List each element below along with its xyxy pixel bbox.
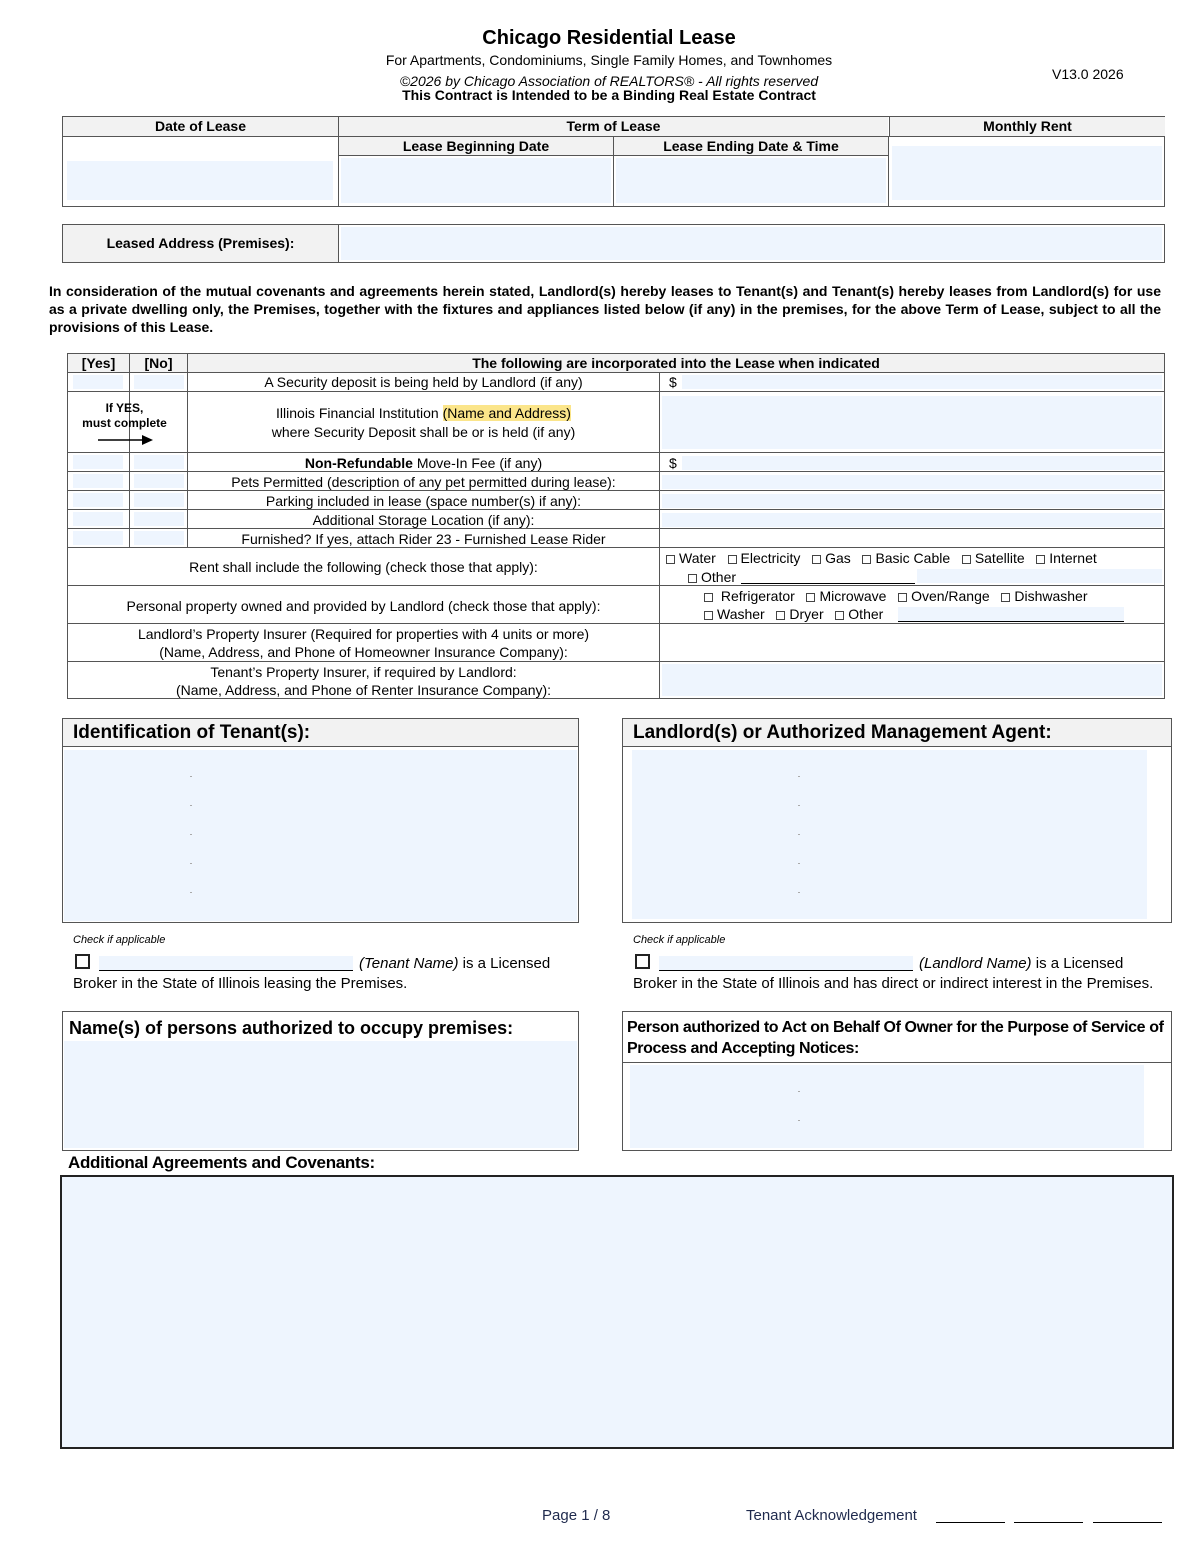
checkbox-icon	[862, 555, 871, 564]
rent-include-label: Rent shall include the following (check those that apply):	[189, 559, 538, 575]
ending-date-field[interactable]	[616, 158, 886, 203]
binding-notice: This Contract is Intended to be a Binding Real Estate Contract	[402, 87, 816, 103]
checkbox-icon	[962, 555, 971, 564]
checkbox-icon	[776, 611, 785, 620]
additional-title: Additional Agreements and Covenants:	[68, 1153, 375, 1172]
parking-label: Parking included in lease (space number(s) if any):	[265, 493, 582, 509]
checkbox-icon	[806, 593, 815, 602]
service-field[interactable]	[630, 1065, 1144, 1148]
tenant-insurer-label-2: (Name, Address, and Phone of Renter Insurance Company):	[175, 682, 552, 698]
security-yes-field[interactable]	[73, 375, 123, 389]
landlord-box-title: Landlord(s) or Authorized Management Agent:	[623, 719, 1171, 747]
document-title: Chicago Residential Lease	[482, 27, 736, 49]
nonref-no-field[interactable]	[134, 455, 184, 469]
institution-label	[188, 405, 659, 421]
pets-no-field[interactable]	[134, 474, 184, 488]
service-title-line-1: Person authorized to Act on Behalf Of Owner for the Purpose of Service of	[627, 1019, 1164, 1036]
tenant-broker-name-field[interactable]	[99, 956, 353, 971]
tenant-insurer-field[interactable]	[662, 664, 1162, 696]
must-complete-label: must complete	[82, 416, 167, 430]
term-of-lease-header: Term of Lease	[339, 117, 888, 137]
acknowledgement-initial-3[interactable]	[1093, 1522, 1162, 1523]
pets-yes-field[interactable]	[73, 474, 123, 488]
furnished-label: Furnished? If yes, attach Rider 23 - Furnished Lease Rider	[241, 531, 606, 547]
appliance-other-field[interactable]	[898, 607, 1124, 622]
nonref-rest: Move-In Fee (if any)	[416, 455, 543, 471]
intro-paragraph: In consideration of the mutual covenants and agreements herein stated, Landlord(s) hereby leases to Tenant(s) and Tenant(s) hereby leases from Landlord(s) for use as a private dwelling only, the Premises, together with the fixtures and appliances listed below (if any) in the premises, for the above Term of Lease, subject to all the provisions of this Lease.	[49, 283, 1161, 335]
page-number: Page 1 / 8	[542, 1507, 611, 1524]
service-title-line-2: Process and Accepting Notices:	[627, 1040, 859, 1057]
no-header: [No]	[130, 354, 187, 372]
parking-yes-field[interactable]	[73, 493, 123, 507]
landlord-broker-checkbox[interactable]	[635, 954, 650, 969]
tenant-box-title: Identification of Tenant(s):	[63, 719, 578, 747]
utility-other-field[interactable]	[917, 569, 1162, 583]
copyright-notice: ©2026 by Chicago Association of REALTORS® - All rights reserved	[399, 73, 819, 89]
appliance-dishwasher[interactable]: Dishwasher	[1001, 588, 1087, 604]
utility-satellite[interactable]: Satellite	[962, 550, 1025, 566]
institution-text: Illinois Financial Institution	[276, 405, 439, 421]
tenant-acknowledgement-label: Tenant Acknowledgement	[746, 1507, 917, 1524]
appliance-oven-range[interactable]: Oven/Range	[898, 588, 990, 604]
tenant-broker-line: Broker in the State of Illinois leasing the Premises.	[73, 975, 408, 992]
storage-no-field[interactable]	[134, 512, 184, 526]
checkbox-icon	[688, 574, 697, 583]
appliance-microwave[interactable]: Microwave	[806, 588, 886, 604]
parking-no-field[interactable]	[134, 493, 184, 507]
appliance-dryer[interactable]: Dryer	[776, 606, 823, 622]
checkbox-icon	[898, 593, 907, 602]
checkbox-icon	[835, 611, 844, 620]
if-yes-label: If YES,	[105, 401, 144, 415]
checkbox-icon	[728, 555, 737, 564]
occupants-title: Name(s) of persons authorized to occupy premises:	[69, 1018, 514, 1038]
appliances-row-2	[704, 606, 883, 622]
utility-gas[interactable]: Gas	[812, 550, 851, 566]
utility-basic-cable[interactable]: Basic Cable	[862, 550, 950, 566]
security-amount-field[interactable]	[682, 375, 1162, 389]
utility-water[interactable]: Water	[666, 550, 716, 566]
tenant-insurer-label-1: Tenant’s Property Insurer, if required by Landlord:	[210, 664, 517, 680]
institution-label-2: where Security Deposit shall be or is held (if any)	[271, 424, 576, 440]
appliance-washer[interactable]: Washer	[704, 606, 765, 622]
yes-header: [Yes]	[68, 354, 129, 372]
landlord-insurer-label-1: Landlord’s Property Insurer (Required for properties with 4 units or more)	[137, 626, 590, 642]
checkbox-icon	[1001, 593, 1010, 602]
utility-electricity[interactable]: Electricity	[728, 550, 801, 566]
document-subtitle: For Apartments, Condominiums, Single Family Homes, and Townhomes	[385, 52, 833, 68]
utility-other[interactable]: Other	[688, 569, 736, 585]
landlord-identification-field[interactable]	[632, 750, 1147, 919]
security-deposit-label: A Security deposit is being held by Landlord (if any)	[264, 374, 583, 390]
security-no-field[interactable]	[134, 375, 184, 389]
monthly-rent-field[interactable]	[892, 146, 1162, 200]
appliances-row-1	[704, 588, 1087, 604]
tenant-broker-checkbox[interactable]	[75, 954, 90, 969]
landlord-broker-name-field[interactable]	[659, 956, 913, 971]
pets-field[interactable]	[662, 475, 1162, 489]
checkbox-icon	[666, 555, 675, 564]
acknowledgement-initial-2[interactable]	[1014, 1522, 1083, 1523]
landlord-broker-line: Broker in the State of Illinois and has direct or indirect interest in the Premises.	[633, 975, 1154, 992]
tenant-identification-field[interactable]	[64, 750, 577, 921]
furnished-no-field[interactable]	[134, 531, 184, 545]
tenant-check-if-applicable: Check if applicable	[73, 934, 166, 946]
utilities-row	[666, 550, 1097, 566]
utility-internet[interactable]: Internet	[1036, 550, 1096, 566]
landlord-insurer-label-2: (Name, Address, and Phone of Homeowner Insurance Company):	[159, 644, 568, 660]
storage-field[interactable]	[662, 513, 1162, 527]
nonref-yes-field[interactable]	[73, 455, 123, 469]
occupants-field[interactable]	[64, 1041, 577, 1148]
checkbox-icon	[812, 555, 821, 564]
additional-agreements-field[interactable]	[60, 1175, 1174, 1449]
security-dollar: $	[669, 374, 677, 390]
personal-property-label: Personal property owned and provided by Landlord (check those that apply):	[126, 598, 601, 614]
nonref-amount-field[interactable]	[682, 456, 1162, 470]
tenant-licensed-text: (Tenant Name) is a Licensed	[359, 955, 551, 972]
nonref-bold: Non-Refundable	[304, 455, 413, 471]
address-field[interactable]	[341, 227, 1162, 260]
storage-yes-field[interactable]	[73, 512, 123, 526]
acknowledgement-initial-1[interactable]	[936, 1522, 1005, 1523]
appliance-other[interactable]: Other	[835, 606, 883, 622]
beginning-date-field[interactable]	[341, 158, 611, 203]
appliance-refrigerator[interactable]: Refrigerator	[704, 588, 795, 604]
checkbox-icon	[704, 593, 713, 602]
checkbox-icon	[704, 611, 713, 620]
storage-label: Additional Storage Location (if any):	[312, 512, 535, 528]
date-of-lease-header: Date of Lease	[63, 117, 339, 137]
nonref-label	[188, 455, 659, 471]
monthly-rent-header: Monthly Rent	[889, 117, 1165, 137]
pets-label: Pets Permitted (description of any pet permitted during lease):	[231, 474, 616, 490]
institution-field[interactable]	[662, 396, 1162, 449]
address-label: Leased Address (Premises):	[106, 235, 295, 251]
landlord-check-if-applicable: Check if applicable	[633, 934, 726, 946]
arrow-right-icon	[98, 434, 154, 446]
incorporated-heading: The following are incorporated into the Lease when indicated	[188, 354, 1164, 372]
checkbox-icon	[1036, 555, 1045, 564]
nonref-dollar: $	[669, 455, 677, 471]
version-label: V13.0 2026	[1052, 66, 1124, 82]
landlord-licensed-text: (Landlord Name) is a Licensed	[919, 955, 1124, 972]
service-title	[627, 1017, 1164, 1059]
parking-field[interactable]	[662, 494, 1162, 508]
ending-date-header: Lease Ending Date & Time	[614, 137, 888, 156]
beginning-date-header: Lease Beginning Date	[339, 137, 614, 156]
institution-highlight: (Name and Address)	[442, 405, 571, 421]
furnished-yes-field[interactable]	[73, 531, 123, 545]
date-of-lease-field[interactable]	[67, 161, 333, 200]
